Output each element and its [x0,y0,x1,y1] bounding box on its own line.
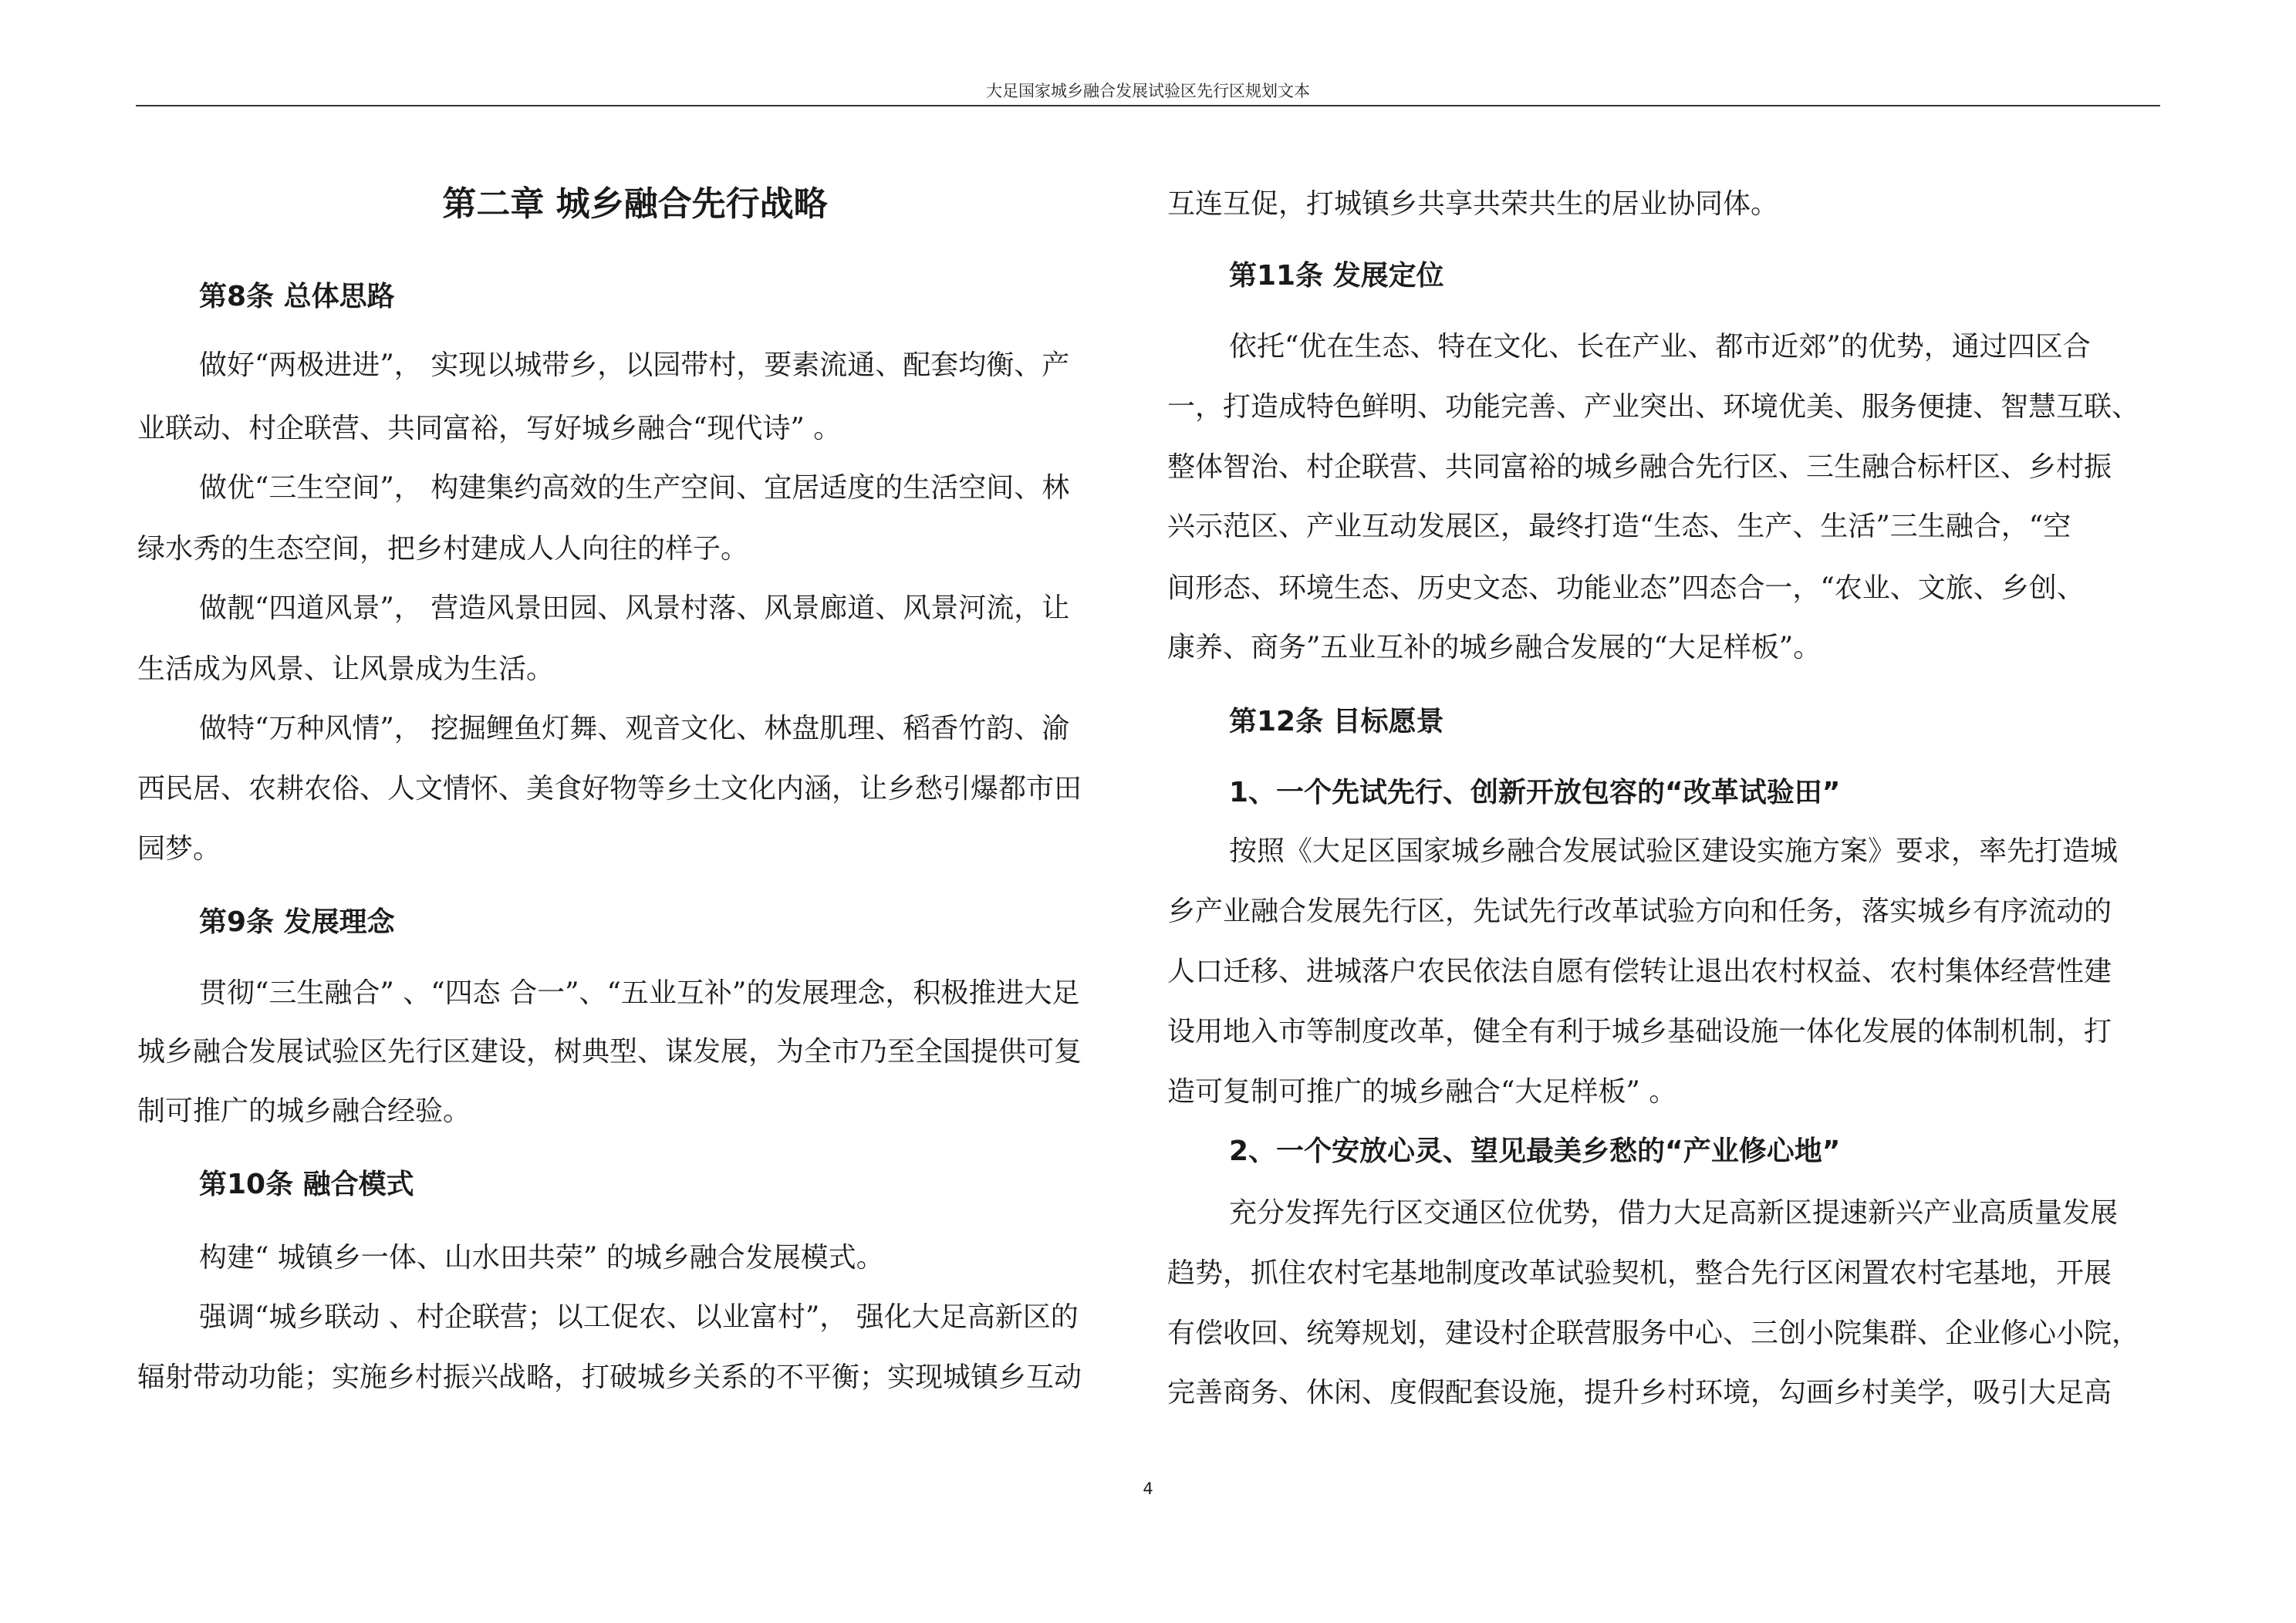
article-10-heading: 第10条 融合模式 [199,1169,414,1200]
article-8-line: 西民居、农耕农俗、人文情怀、美食好物等乡土文化内涵，让乡愁引爆都市田 [137,773,1082,805]
article-11-heading: 第11条 发展定位 [1229,260,1444,292]
goal-2-line: 充分发挥先行区交通区位优势，借力大足高新区提速新兴产业高质量发展 [1229,1197,2119,1229]
goal-1-line: 设用地入市等制度改革，健全有利于城乡基础设施一体化发展的体制机制，打 [1167,1016,2112,1048]
page-number: 4 [1143,1480,1153,1498]
running-header: 大足国家城乡融合发展试验区先行区规划文本 [986,82,1310,100]
article-9-line: 城乡融合发展试验区先行区建设，树典型、谋发展，为全市乃至全国提供可复 [137,1036,1082,1068]
goal-1-line: 按照《大足区国家城乡融合发展试验区建设实施方案》要求，率先打造城 [1229,835,2119,867]
article-8-line: 做好“两极进进”， 实现以城带乡，以园带村，要素流通、配套均衡、产 [199,349,1070,381]
article-12-heading: 第12条 目标愿景 [1229,706,1444,737]
article-11-line: 整体智治、村企联营、共同富裕的城乡融合先行区、三生融合标杆区、乡村振 [1167,451,2112,483]
article-9-line: 制可推广的城乡融合经验。 [137,1095,471,1127]
article-11-line: 一，打造成特色鲜明、功能完善、产业突出、环境优美、服务便捷、智慧互联、 [1167,391,2140,423]
goal-2-heading: 2、一个安放心灵、望见最美乡愁的“产业修心地” [1229,1135,1841,1167]
chapter-title: 第二章 城乡融合先行战略 [442,184,828,224]
goal-1-line: 乡产业融合发展先行区，先试先行改革试验方向和任务，落实城乡有序流动的 [1167,896,2112,927]
article-11-line: 依托“优在生态、特在文化、长在产业、都市近郊”的优势，通过四区合 [1229,331,2091,363]
article-11-line: 康养、商务”五业互补的城乡融合发展的“大足样板”。 [1167,632,1822,663]
article-11-line: 兴示范区、产业互动发展区，最终打造“生态、生产、生活”三生融合，“空 [1167,511,2071,542]
article-10-line: 构建“ 城镇乡一体、山水田共荣” 的城乡融合发展模式。 [199,1242,884,1274]
article-8-line: 业联动、村企联营、共同富裕，写好城乡融合“现代诗” 。 [137,413,842,444]
goal-2-line: 趋势，抓住农村宅基地制度改革试验契机，整合先行区闲置农村宅基地，开展 [1167,1257,2112,1289]
goal-1-line: 人口迁移、进城落户农民依法自愿有偿转让退出农村权益、农村集体经营性建 [1167,956,2112,987]
article-8-line: 做靓“四道风景”， 营造风景田园、风景村落、风景廊道、风景河流，让 [199,592,1070,624]
article-8-line: 绿水秀的生态空间，把乡村建成人人向往的样子。 [137,533,749,565]
goal-1-line: 造可复制可推广的城乡融合“大足样板” 。 [1167,1076,1677,1108]
article-8-line: 做优“三生空间”， 构建集约高效的生产空间、宜居适度的生活空间、林 [199,472,1070,504]
article-8-line: 做特“万种风情”， 挖掘鲤鱼灯舞、观音文化、林盘肌理、稻香竹韵、渝 [199,713,1070,744]
article-9-line: 贯彻“三生融合” 、“四态 合一”、“五业互补”的发展理念，积极推进大足 [199,977,1080,1009]
continuation-line: 互连互促，打城镇乡共享共荣共生的居业协同体。 [1167,188,1779,220]
goal-2-line: 有偿收回、统筹规划，建设村企联营服务中心、三创小院集群、企业修心小院， [1167,1318,2140,1349]
goal-1-heading: 1、一个先试先行、创新开放包容的“改革试验田” [1229,777,1841,808]
article-10-line: 辐射带动功能；实施乡村振兴战略，打破城乡关系的不平衡；实现城镇乡互动 [137,1361,1082,1393]
article-8-line: 生活成为风景、让风景成为生活。 [137,653,555,685]
goal-2-line: 完善商务、休闲、度假配套设施，提升乡村环境，勾画乡村美学，吸引大足高 [1167,1377,2112,1409]
article-8-heading: 第8条 总体思路 [199,281,395,312]
article-10-line: 强调“城乡联动 、村企联营；以工促农、以业富村”， 强化大足高新区的 [199,1301,1079,1333]
header-divider [136,105,2160,106]
article-9-heading: 第9条 发展理念 [199,906,395,938]
article-8-line: 园梦。 [137,833,221,865]
article-11-line: 间形态、环境生态、历史文态、功能业态”四态合一，“农业、文旅、乡创、 [1167,572,2085,604]
